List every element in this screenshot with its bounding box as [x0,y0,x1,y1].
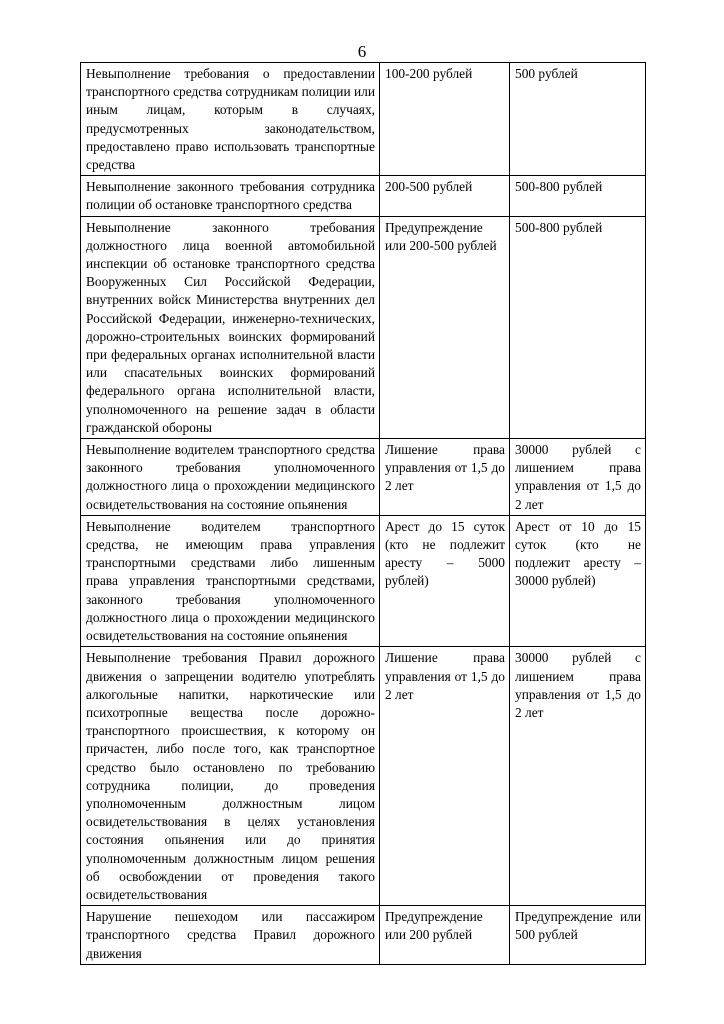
table-row [81,216,646,438]
table-row [81,63,646,176]
proposed-penalty-cell: Арест от 10 до 15 суток (кто не подлежит аресту – 30000 рублей) [510,515,646,646]
penalties-table [80,62,646,965]
violation-cell: Невыполнение законного требования должностного лица военной автомобильной инспекции об остановке транспортного средства Вооруженных Сил Российской Федерации, внутренних войск Министерства внутренних дел Российской Федерации, инженерно-технических, дорожно-строительных воинских формирований при федеральных органах исполнительной власти или спасательных воинских формирований федерального органа исполнительной власти, уполномоченного на решение задач в области гражданской обороны [81,216,380,438]
current-penalty-cell: 100-200 рублей [380,63,510,176]
current-penalty-cell: Лишение права управления от 1,5 до 2 лет [380,439,510,516]
proposed-penalty-cell: 30000 рублей с лишением права управления от 1,5 до 2 лет [510,647,646,906]
table-row [81,906,646,965]
table-row [81,439,646,516]
violation-cell: Невыполнение требования о предоставлении транспортного средства сотрудникам полиции или иным лицам, которым в случаях, предусмотренных законодательством, предоставлено право использовать транспортные средства [81,63,380,176]
table-row [81,647,646,906]
current-penalty-cell: Предупреждение или 200 рублей [380,906,510,965]
proposed-penalty-cell: 500-800 рублей [510,176,646,216]
violation-cell: Нарушение пешеходом или пассажиром транспортного средства Правил дорожного движения [81,906,380,965]
current-penalty-cell: Предупреждение или 200-500 рублей [380,216,510,438]
current-penalty-cell: 200-500 рублей [380,176,510,216]
violation-cell: Невыполнение водителем транспортного средства законного требования уполномоченного должностного лица о прохождении медицинского освидетельствования на состояние опьянения [81,439,380,516]
current-penalty-cell: Лишение права управления от 1,5 до 2 лет [380,647,510,906]
current-penalty-cell: Арест до 15 суток (кто не подлежит аресту – 5000 рублей) [380,515,510,646]
violation-cell: Невыполнение требования Правил дорожного движения о запрещении водителю употреблять алкогольные напитки, наркотические или психотропные вещества после дорожно-транспортного происшествия, к которому он причастен, либо после того, как транспортное средство было остановлено по требованию сотрудника полиции, до проведения уполномоченным должностным лицом освидетельствования в целях установления состояния опьянения или до принятия уполномоченным должностным лицом решения об освобождении от проведения такого освидетельствования [81,647,380,906]
page-number: 6 [357,42,367,61]
proposed-penalty-cell: Предупреждение или 500 рублей [510,906,646,965]
table-row [81,176,646,216]
proposed-penalty-cell: 500-800 рублей [510,216,646,438]
violation-cell: Невыполнение водителем транспортного средства, не имеющим права управления транспортными средствами либо лишенным права управления транспортными средствами, законного требования уполномоченного должностного лица о прохождении медицинского освидетельствования на состояние опьянения [81,515,380,646]
proposed-penalty-cell: 30000 рублей с лишением права управления от 1,5 до 2 лет [510,439,646,516]
proposed-penalty-cell: 500 рублей [510,63,646,176]
violation-cell: Невыполнение законного требования сотрудника полиции об остановке транспортного средства [81,176,380,216]
table-row [81,515,646,646]
